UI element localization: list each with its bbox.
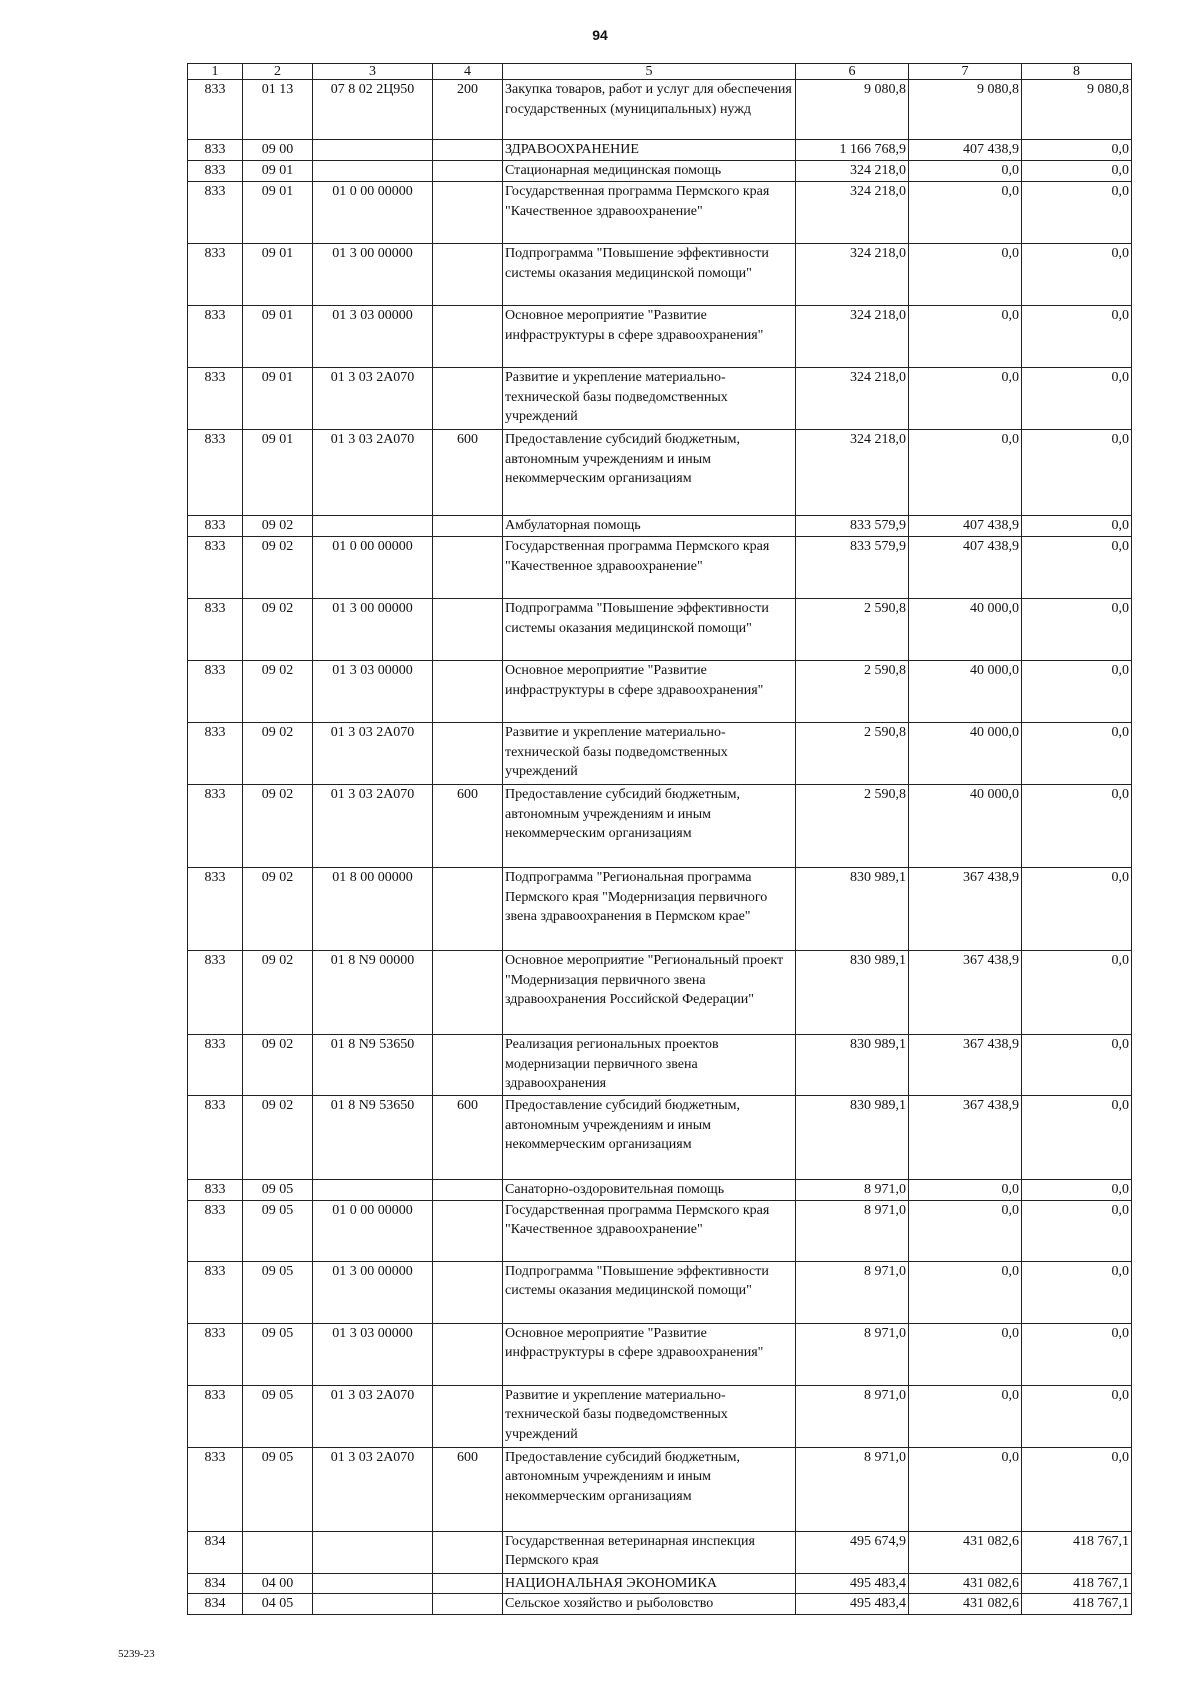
table-row — [188, 661, 1132, 723]
amount-col6-cell: 495 483,4 — [796, 1594, 909, 1615]
amount-col8-cell: 418 767,1 — [1022, 1531, 1132, 1573]
section-code-cell: 09 05 — [243, 1447, 313, 1531]
section-code-cell: 09 05 — [243, 1261, 313, 1323]
expense-type-cell — [433, 1385, 503, 1447]
agency-code-cell: 833 — [188, 1323, 243, 1385]
agency-code-cell: 833 — [188, 368, 243, 430]
amount-col6-cell: 324 218,0 — [796, 161, 909, 182]
amount-col6-cell: 8 971,0 — [796, 1323, 909, 1385]
section-code-cell: 09 01 — [243, 244, 313, 306]
amount-col6-cell: 833 579,9 — [796, 537, 909, 599]
amount-col6-cell: 8 971,0 — [796, 1180, 909, 1201]
item-name-cell: Подпрограмма "Повышение эффективности системы оказания медицинской помощи" — [503, 599, 796, 661]
table-row — [188, 430, 1132, 516]
item-name-cell: Предоставление субсидий бюджетным, автономным учреждениям и иным некоммерческим организациям — [503, 1447, 796, 1531]
amount-col8-cell: 0,0 — [1022, 723, 1132, 785]
expense-type-cell — [433, 244, 503, 306]
agency-code-cell: 833 — [188, 516, 243, 537]
target-article-cell: 01 3 03 2А070 — [313, 785, 433, 868]
agency-code-cell: 833 — [188, 785, 243, 868]
amount-col8-cell: 0,0 — [1022, 1180, 1132, 1201]
section-code-cell: 09 02 — [243, 785, 313, 868]
budget-table — [187, 63, 1132, 1615]
agency-code-cell: 833 — [188, 1447, 243, 1531]
amount-col8-cell: 0,0 — [1022, 140, 1132, 161]
amount-col8-cell: 0,0 — [1022, 182, 1132, 244]
amount-col7-cell: 40 000,0 — [909, 599, 1022, 661]
amount-col6-cell: 9 080,8 — [796, 80, 909, 140]
agency-code-cell: 833 — [188, 80, 243, 140]
target-article-cell: 01 3 03 2А070 — [313, 1385, 433, 1447]
agency-code-cell: 833 — [188, 182, 243, 244]
agency-code-cell: 834 — [188, 1594, 243, 1615]
item-name-cell: Сельское хозяйство и рыболовство — [503, 1594, 796, 1615]
amount-col6-cell: 8 971,0 — [796, 1447, 909, 1531]
table-row — [188, 1200, 1132, 1261]
amount-col6-cell: 8 971,0 — [796, 1200, 909, 1261]
amount-col8-cell: 0,0 — [1022, 951, 1132, 1035]
amount-col8-cell: 0,0 — [1022, 537, 1132, 599]
target-article-cell: 07 8 02 2Ц950 — [313, 80, 433, 140]
column-header: 6 — [796, 64, 909, 80]
table-row — [188, 368, 1132, 430]
column-header: 4 — [433, 64, 503, 80]
table-row — [188, 1447, 1132, 1531]
table-row — [188, 1323, 1132, 1385]
item-name-cell: Развитие и укрепление материально-технической базы подведомственных учреждений — [503, 1385, 796, 1447]
amount-col7-cell: 367 438,9 — [909, 1035, 1022, 1096]
amount-col6-cell: 495 483,4 — [796, 1573, 909, 1594]
amount-col7-cell: 0,0 — [909, 1385, 1022, 1447]
expense-type-cell — [433, 1531, 503, 1573]
target-article-cell: 01 3 03 00000 — [313, 306, 433, 368]
item-name-cell: Государственная ветеринарная инспекция Пермского края — [503, 1531, 796, 1573]
target-article-cell: 01 3 03 00000 — [313, 661, 433, 723]
target-article-cell: 01 3 03 00000 — [313, 1323, 433, 1385]
amount-col8-cell: 0,0 — [1022, 785, 1132, 868]
section-code-cell: 09 02 — [243, 661, 313, 723]
item-name-cell: ЗДРАВООХРАНЕНИЕ — [503, 140, 796, 161]
agency-code-cell: 833 — [188, 1035, 243, 1096]
expense-type-cell: 600 — [433, 785, 503, 868]
item-name-cell: Основное мероприятие "Развитие инфраструктуры в сфере здравоохранения" — [503, 1323, 796, 1385]
table-row — [188, 1573, 1132, 1594]
amount-col6-cell: 495 674,9 — [796, 1531, 909, 1573]
target-article-cell: 01 8 00 00000 — [313, 868, 433, 951]
amount-col8-cell: 0,0 — [1022, 368, 1132, 430]
amount-col6-cell: 324 218,0 — [796, 430, 909, 516]
amount-col7-cell: 0,0 — [909, 1261, 1022, 1323]
item-name-cell: Развитие и укрепление материально-технической базы подведомственных учреждений — [503, 368, 796, 430]
target-article-cell: 01 3 00 00000 — [313, 1261, 433, 1323]
amount-col8-cell: 0,0 — [1022, 1323, 1132, 1385]
expense-type-cell — [433, 1200, 503, 1261]
table-row — [188, 80, 1132, 140]
item-name-cell: Подпрограмма "Повышение эффективности системы оказания медицинской помощи" — [503, 1261, 796, 1323]
amount-col7-cell: 0,0 — [909, 306, 1022, 368]
expense-type-cell — [433, 868, 503, 951]
section-code-cell: 09 01 — [243, 161, 313, 182]
expense-type-cell — [433, 1323, 503, 1385]
agency-code-cell: 833 — [188, 161, 243, 182]
target-article-cell — [313, 1180, 433, 1201]
table-row — [188, 161, 1132, 182]
expense-type-cell — [433, 1261, 503, 1323]
amount-col6-cell: 830 989,1 — [796, 951, 909, 1035]
page-number: 94 — [592, 27, 608, 43]
agency-code-cell: 833 — [188, 868, 243, 951]
agency-code-cell: 833 — [188, 1200, 243, 1261]
expense-type-cell: 600 — [433, 1447, 503, 1531]
amount-col8-cell: 0,0 — [1022, 161, 1132, 182]
agency-code-cell: 833 — [188, 599, 243, 661]
expense-type-cell: 600 — [433, 1096, 503, 1180]
amount-col7-cell: 367 438,9 — [909, 1096, 1022, 1180]
amount-col7-cell: 0,0 — [909, 1447, 1022, 1531]
table-row — [188, 951, 1132, 1035]
agency-code-cell: 833 — [188, 537, 243, 599]
section-code-cell: 09 01 — [243, 306, 313, 368]
expense-type-cell — [433, 599, 503, 661]
section-code-cell: 04 00 — [243, 1573, 313, 1594]
table-row — [188, 182, 1132, 244]
amount-col7-cell: 40 000,0 — [909, 661, 1022, 723]
table-row — [188, 140, 1132, 161]
target-article-cell — [313, 161, 433, 182]
agency-code-cell: 834 — [188, 1531, 243, 1573]
item-name-cell: Предоставление субсидий бюджетным, автономным учреждениям и иным некоммерческим организациям — [503, 430, 796, 516]
agency-code-cell: 833 — [188, 1261, 243, 1323]
table-row — [188, 785, 1132, 868]
amount-col6-cell: 324 218,0 — [796, 182, 909, 244]
amount-col8-cell: 0,0 — [1022, 661, 1132, 723]
table-row — [188, 516, 1132, 537]
item-name-cell: Амбулаторная помощь — [503, 516, 796, 537]
column-header: 2 — [243, 64, 313, 80]
section-code-cell — [243, 1531, 313, 1573]
target-article-cell — [313, 1594, 433, 1615]
target-article-cell: 01 8 N9 00000 — [313, 951, 433, 1035]
section-code-cell: 09 02 — [243, 1096, 313, 1180]
target-article-cell: 01 0 00 00000 — [313, 1200, 433, 1261]
table-row — [188, 1261, 1132, 1323]
expense-type-cell — [433, 661, 503, 723]
item-name-cell: Закупка товаров, работ и услуг для обеспечения государственных (муниципальных) нужд — [503, 80, 796, 140]
amount-col6-cell: 833 579,9 — [796, 516, 909, 537]
amount-col7-cell: 40 000,0 — [909, 723, 1022, 785]
table-header-row — [188, 64, 1132, 80]
agency-code-cell: 833 — [188, 1180, 243, 1201]
item-name-cell: Подпрограмма "Повышение эффективности системы оказания медицинской помощи" — [503, 244, 796, 306]
amount-col7-cell: 0,0 — [909, 430, 1022, 516]
section-code-cell: 01 13 — [243, 80, 313, 140]
item-name-cell: Подпрограмма "Региональная программа Пермского края "Модернизация первичного звена здравоохранения в Пермском крае" — [503, 868, 796, 951]
target-article-cell — [313, 1531, 433, 1573]
target-article-cell: 01 0 00 00000 — [313, 182, 433, 244]
agency-code-cell: 833 — [188, 244, 243, 306]
amount-col7-cell: 0,0 — [909, 244, 1022, 306]
agency-code-cell: 833 — [188, 306, 243, 368]
amount-col7-cell: 431 082,6 — [909, 1531, 1022, 1573]
amount-col6-cell: 830 989,1 — [796, 1035, 909, 1096]
item-name-cell: НАЦИОНАЛЬНАЯ ЭКОНОМИКА — [503, 1573, 796, 1594]
expense-type-cell — [433, 182, 503, 244]
section-code-cell: 09 02 — [243, 537, 313, 599]
expense-type-cell: 200 — [433, 80, 503, 140]
section-code-cell: 09 02 — [243, 516, 313, 537]
amount-col8-cell: 0,0 — [1022, 516, 1132, 537]
table-row — [188, 1035, 1132, 1096]
amount-col8-cell: 0,0 — [1022, 1385, 1132, 1447]
table-row — [188, 1180, 1132, 1201]
section-code-cell: 04 05 — [243, 1594, 313, 1615]
amount-col7-cell: 0,0 — [909, 182, 1022, 244]
item-name-cell: Стационарная медицинская помощь — [503, 161, 796, 182]
amount-col8-cell: 0,0 — [1022, 1261, 1132, 1323]
item-name-cell: Государственная программа Пермского края "Качественное здравоохранение" — [503, 537, 796, 599]
section-code-cell: 09 01 — [243, 368, 313, 430]
amount-col7-cell: 0,0 — [909, 1180, 1022, 1201]
amount-col7-cell: 431 082,6 — [909, 1594, 1022, 1615]
target-article-cell: 01 3 03 2А070 — [313, 430, 433, 516]
table-row — [188, 1531, 1132, 1573]
table-row — [188, 306, 1132, 368]
item-name-cell: Предоставление субсидий бюджетным, автономным учреждениям и иным некоммерческим организациям — [503, 1096, 796, 1180]
amount-col7-cell: 0,0 — [909, 1323, 1022, 1385]
amount-col6-cell: 324 218,0 — [796, 306, 909, 368]
amount-col7-cell: 367 438,9 — [909, 951, 1022, 1035]
item-name-cell: Развитие и укрепление материально-технической базы подведомственных учреждений — [503, 723, 796, 785]
expense-type-cell — [433, 1035, 503, 1096]
expense-type-cell — [433, 1573, 503, 1594]
agency-code-cell: 833 — [188, 430, 243, 516]
amount-col7-cell: 431 082,6 — [909, 1573, 1022, 1594]
section-code-cell: 09 02 — [243, 1035, 313, 1096]
amount-col8-cell: 0,0 — [1022, 1200, 1132, 1261]
target-article-cell: 01 3 00 00000 — [313, 599, 433, 661]
column-header: 1 — [188, 64, 243, 80]
item-name-cell: Государственная программа Пермского края "Качественное здравоохранение" — [503, 1200, 796, 1261]
amount-col8-cell: 0,0 — [1022, 1035, 1132, 1096]
agency-code-cell: 834 — [188, 1573, 243, 1594]
document-code: 5239-23 — [118, 1648, 155, 1660]
amount-col6-cell: 2 590,8 — [796, 785, 909, 868]
amount-col6-cell: 8 971,0 — [796, 1385, 909, 1447]
table-row — [188, 1385, 1132, 1447]
target-article-cell — [313, 516, 433, 537]
agency-code-cell: 833 — [188, 661, 243, 723]
table-row — [188, 244, 1132, 306]
amount-col6-cell: 324 218,0 — [796, 368, 909, 430]
target-article-cell: 01 8 N9 53650 — [313, 1096, 433, 1180]
amount-col7-cell: 0,0 — [909, 368, 1022, 430]
item-name-cell: Санаторно-оздоровительная помощь — [503, 1180, 796, 1201]
amount-col6-cell: 8 971,0 — [796, 1261, 909, 1323]
amount-col8-cell: 0,0 — [1022, 306, 1132, 368]
column-header: 3 — [313, 64, 433, 80]
section-code-cell: 09 01 — [243, 430, 313, 516]
table-row — [188, 868, 1132, 951]
table-row — [188, 537, 1132, 599]
column-header: 7 — [909, 64, 1022, 80]
section-code-cell: 09 02 — [243, 723, 313, 785]
section-code-cell: 09 05 — [243, 1385, 313, 1447]
table-row — [188, 723, 1132, 785]
table-body — [188, 80, 1132, 1615]
amount-col8-cell: 0,0 — [1022, 599, 1132, 661]
amount-col7-cell: 367 438,9 — [909, 868, 1022, 951]
column-header: 8 — [1022, 64, 1132, 80]
amount-col8-cell: 418 767,1 — [1022, 1594, 1132, 1615]
target-article-cell: 01 8 N9 53650 — [313, 1035, 433, 1096]
amount-col8-cell: 0,0 — [1022, 1447, 1132, 1531]
amount-col6-cell: 2 590,8 — [796, 661, 909, 723]
amount-col7-cell: 9 080,8 — [909, 80, 1022, 140]
agency-code-cell: 833 — [188, 723, 243, 785]
section-code-cell: 09 02 — [243, 599, 313, 661]
amount-col7-cell: 407 438,9 — [909, 537, 1022, 599]
item-name-cell: Реализация региональных проектов модернизации первичного звена здравоохранения — [503, 1035, 796, 1096]
amount-col7-cell: 407 438,9 — [909, 140, 1022, 161]
agency-code-cell: 833 — [188, 951, 243, 1035]
target-article-cell — [313, 1573, 433, 1594]
expense-type-cell — [433, 140, 503, 161]
item-name-cell: Основное мероприятие "Развитие инфраструктуры в сфере здравоохранения" — [503, 661, 796, 723]
amount-col6-cell: 830 989,1 — [796, 1096, 909, 1180]
amount-col6-cell: 324 218,0 — [796, 244, 909, 306]
expense-type-cell — [433, 161, 503, 182]
item-name-cell: Предоставление субсидий бюджетным, автономным учреждениям и иным некоммерческим организациям — [503, 785, 796, 868]
agency-code-cell: 833 — [188, 140, 243, 161]
amount-col7-cell: 407 438,9 — [909, 516, 1022, 537]
amount-col8-cell: 0,0 — [1022, 868, 1132, 951]
amount-col7-cell: 0,0 — [909, 1200, 1022, 1261]
section-code-cell: 09 02 — [243, 951, 313, 1035]
item-name-cell: Основное мероприятие "Региональный проект "Модернизация первичного звена здравоохранения Российской Федерации" — [503, 951, 796, 1035]
target-article-cell — [313, 140, 433, 161]
target-article-cell: 01 3 03 2А070 — [313, 368, 433, 430]
table-row — [188, 1594, 1132, 1615]
section-code-cell: 09 02 — [243, 868, 313, 951]
item-name-cell: Государственная программа Пермского края "Качественное здравоохранение" — [503, 182, 796, 244]
amount-col7-cell: 40 000,0 — [909, 785, 1022, 868]
section-code-cell: 09 01 — [243, 182, 313, 244]
target-article-cell: 01 3 00 00000 — [313, 244, 433, 306]
amount-col8-cell: 418 767,1 — [1022, 1573, 1132, 1594]
expense-type-cell — [433, 1594, 503, 1615]
target-article-cell: 01 3 03 2А070 — [313, 723, 433, 785]
expense-type-cell — [433, 306, 503, 368]
column-header: 5 — [503, 64, 796, 80]
section-code-cell: 09 05 — [243, 1180, 313, 1201]
amount-col6-cell: 830 989,1 — [796, 868, 909, 951]
section-code-cell: 09 05 — [243, 1323, 313, 1385]
table-row — [188, 1096, 1132, 1180]
expense-type-cell — [433, 1180, 503, 1201]
expense-type-cell — [433, 537, 503, 599]
section-code-cell: 09 05 — [243, 1200, 313, 1261]
target-article-cell: 01 0 00 00000 — [313, 537, 433, 599]
expense-type-cell — [433, 951, 503, 1035]
amount-col8-cell: 9 080,8 — [1022, 80, 1132, 140]
amount-col6-cell: 2 590,8 — [796, 599, 909, 661]
expense-type-cell — [433, 723, 503, 785]
expense-type-cell — [433, 516, 503, 537]
target-article-cell: 01 3 03 2А070 — [313, 1447, 433, 1531]
amount-col8-cell: 0,0 — [1022, 244, 1132, 306]
amount-col6-cell: 1 166 768,9 — [796, 140, 909, 161]
agency-code-cell: 833 — [188, 1096, 243, 1180]
expense-type-cell — [433, 368, 503, 430]
section-code-cell: 09 00 — [243, 140, 313, 161]
amount-col7-cell: 0,0 — [909, 161, 1022, 182]
agency-code-cell: 833 — [188, 1385, 243, 1447]
amount-col8-cell: 0,0 — [1022, 1096, 1132, 1180]
table-row — [188, 599, 1132, 661]
amount-col8-cell: 0,0 — [1022, 430, 1132, 516]
expense-type-cell: 600 — [433, 430, 503, 516]
item-name-cell: Основное мероприятие "Развитие инфраструктуры в сфере здравоохранения" — [503, 306, 796, 368]
amount-col6-cell: 2 590,8 — [796, 723, 909, 785]
